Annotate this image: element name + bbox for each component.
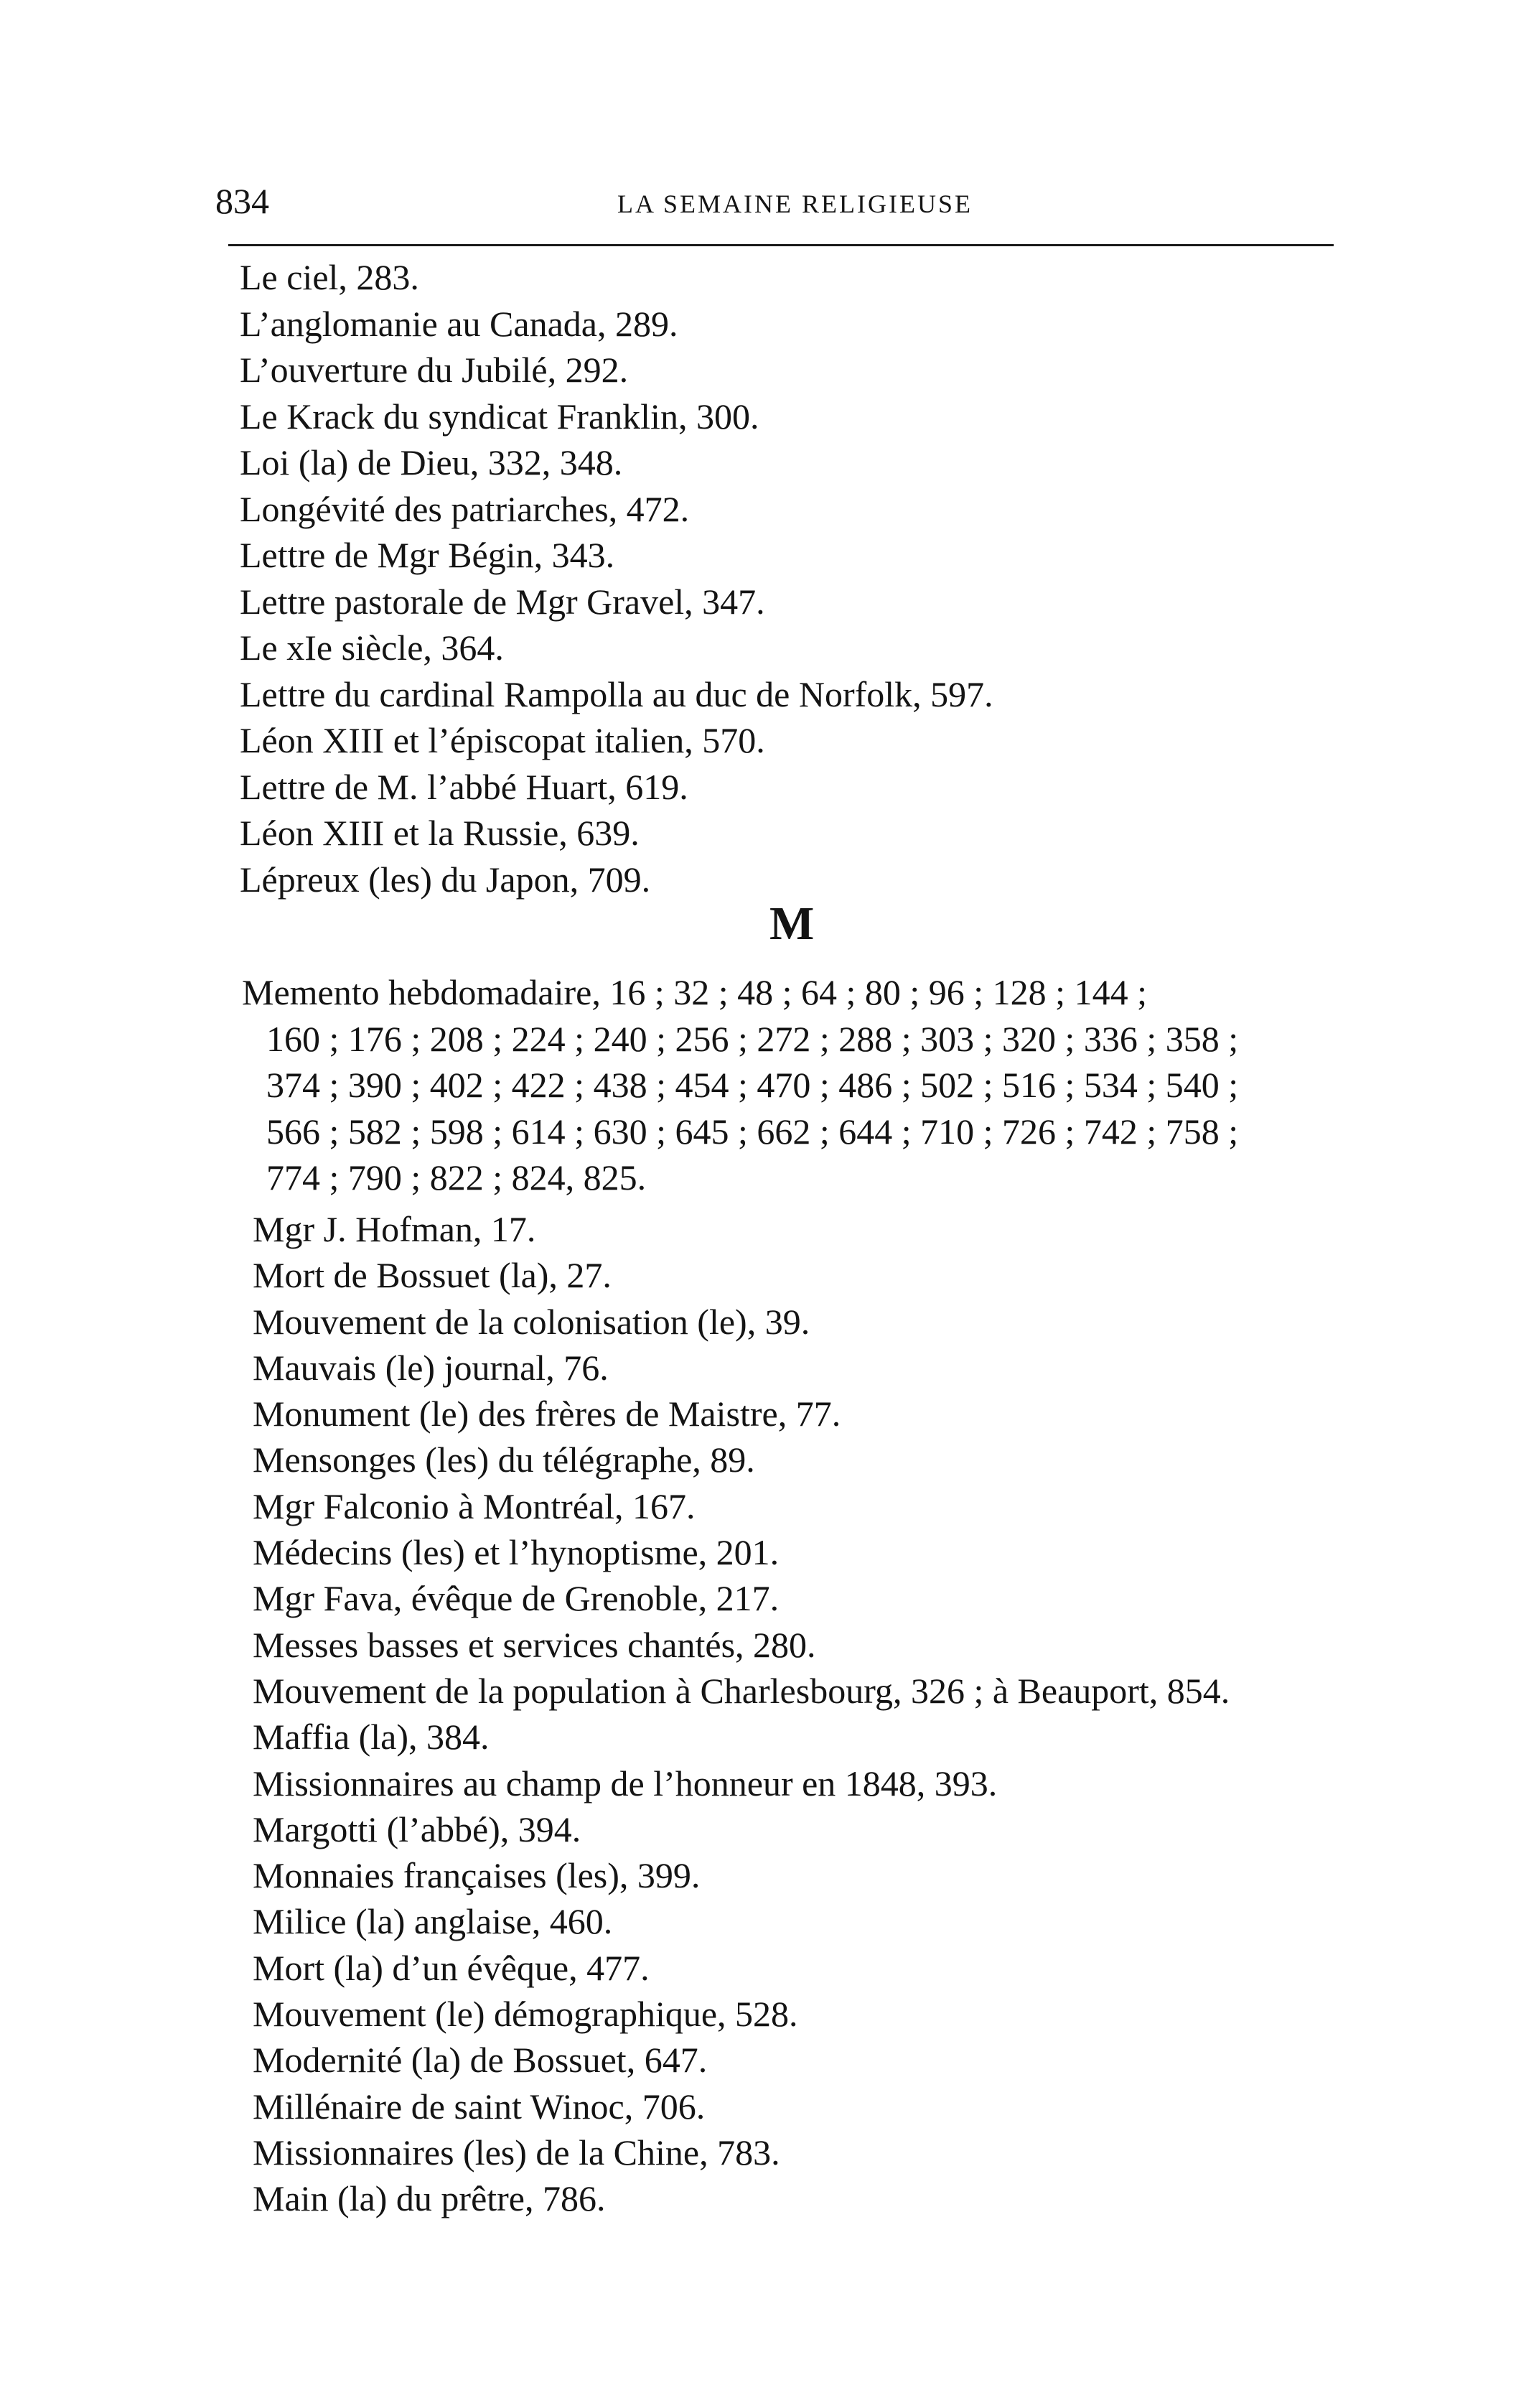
index-entry: Longévité des patriarches, 472.: [240, 488, 690, 529]
header-rule: [228, 244, 1334, 246]
page-number: 834: [215, 181, 269, 221]
index-entry: Main (la) du prêtre, 786.: [253, 2178, 606, 2219]
index-entry: Le Krack du syndicat Franklin, 300.: [240, 396, 759, 437]
index-entry: Milice (la) anglaise, 460.: [253, 1901, 613, 1942]
index-entry: Mgr Falconio à Montréal, 167.: [253, 1485, 696, 1526]
index-entry: Lettre pastorale de Mgr Gravel, 347.: [240, 581, 765, 622]
index-entry: Mauvais (le) journal, 76.: [253, 1347, 609, 1388]
index-entry: Mgr J. Hofman, 17.: [253, 1209, 536, 1249]
index-entry: L’anglomanie au Canada, 289.: [240, 303, 678, 344]
index-entry: Le xIe siècle, 364.: [240, 627, 504, 668]
page-header: [215, 178, 1335, 235]
index-entry: Margotti (l’abbé), 394.: [253, 1809, 581, 1849]
index-entry: Léon XIII et l’épiscopat italien, 570.: [240, 720, 765, 760]
memento-continuation-line: 566 ; 582 ; 598 ; 614 ; 630 ; 645 ; 662 ; 644 ; 710 ; 726 ; 742 ; 758 ;: [266, 1111, 1239, 1152]
index-entry: Loi (la) de Dieu, 332, 348.: [240, 442, 623, 482]
index-entry: Le ciel, 283.: [240, 257, 419, 297]
running-head: LA SEMAINE RELIGIEUSE: [617, 190, 973, 218]
index-entry: Mort (la) d’un évêque, 477.: [253, 1947, 650, 1988]
index-entry: Messes basses et services chantés, 280.: [253, 1624, 816, 1665]
index-entry: Modernité (la) de Bossuet, 647.: [253, 2040, 708, 2081]
index-entry: Mouvement de la colonisation (le), 39.: [253, 1301, 810, 1342]
memento-continuation-line: 374 ; 390 ; 402 ; 422 ; 438 ; 454 ; 470 ; 486 ; 502 ; 516 ; 534 ; 540 ;: [266, 1065, 1239, 1105]
index-entry: Monument (le) des frères de Maistre, 77.: [253, 1394, 841, 1434]
index-entry: Médecins (les) et l’hynoptisme, 201.: [253, 1532, 780, 1573]
index-entry: L’ouverture du Jubilé, 292.: [240, 350, 629, 390]
index-entry: Monnaies françaises (les), 399.: [253, 1855, 701, 1896]
index-entry: Maffia (la), 384.: [253, 1717, 490, 1758]
index-entry: Lettre de Mgr Bégin, 343.: [240, 535, 615, 575]
index-entry: Mouvement de la population à Charlesbourg, 326 ; à Beauport, 854.: [253, 1670, 1230, 1711]
index-entry: Lépreux (les) du Japon, 709.: [240, 859, 651, 900]
section-letter-heading: M: [769, 897, 815, 950]
memento-continuation-line: 774 ; 790 ; 822 ; 824, 825.: [266, 1157, 647, 1198]
index-entry: Missionnaires au champ de l’honneur en 1848, 393.: [253, 1763, 998, 1803]
memento-first-line: Memento hebdomadaire, 16 ; 32 ; 48 ; 64 ; 80 ; 96 ; 128 ; 144 ;: [242, 972, 1147, 1012]
index-entries-l: [240, 254, 1359, 902]
memento-continuation-line: 160 ; 176 ; 208 ; 224 ; 240 ; 256 ; 272 ; 288 ; 303 ; 320 ; 336 ; 358 ;: [266, 1018, 1239, 1059]
index-entries-m: [253, 1206, 1372, 2222]
index-entry: Mgr Fava, évêque de Grenoble, 217.: [253, 1578, 780, 1619]
index-entry: Millénaire de saint Winoc, 706.: [253, 2086, 706, 2127]
index-entry: Mouvement (le) démographique, 528.: [253, 1994, 798, 2035]
index-entry: Missionnaires (les) de la Chine, 783.: [253, 2132, 780, 2173]
index-entry: Mort de Bossuet (la), 27.: [253, 1255, 612, 1296]
index-entry: Mensonges (les) du télégraphe, 89.: [253, 1439, 755, 1480]
index-entry: Lettre de M. l’abbé Huart, 619.: [240, 766, 688, 807]
index-entry: Léon XIII et la Russie, 639.: [240, 813, 640, 853]
memento-entry: [242, 969, 1362, 1201]
index-entry: Lettre du cardinal Rampolla au duc de Norfolk, 597.: [240, 673, 993, 714]
